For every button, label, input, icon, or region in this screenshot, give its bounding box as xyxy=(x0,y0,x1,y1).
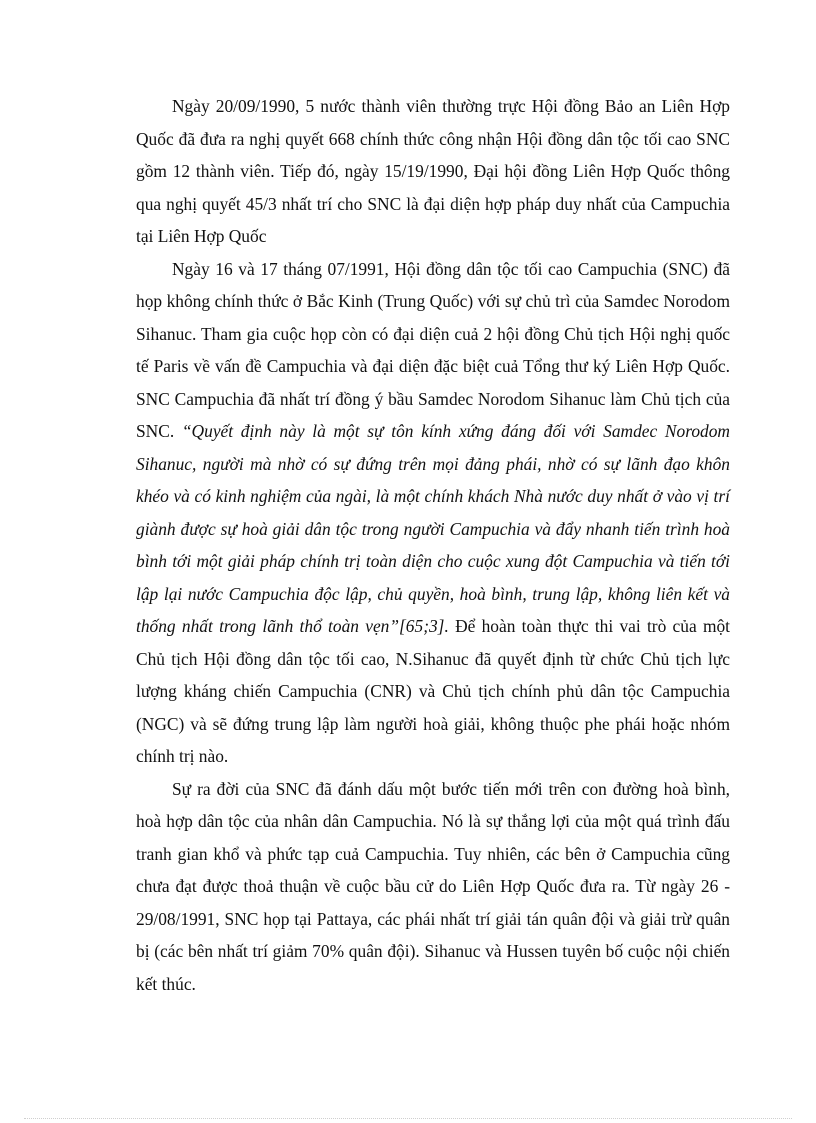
document-page xyxy=(136,90,730,1000)
page-bottom-divider xyxy=(24,1118,792,1119)
paragraph-3 xyxy=(136,773,730,1001)
paragraph-2 xyxy=(136,253,730,773)
paragraph-2-intro: Ngày 16 và 17 tháng 07/1991, Hội đồng dân tộc tối cao Campuchia (SNC) đã họp không chính thức ở Bắc Kinh (Trung Quốc) với sự chủ trì của Samdec Norodom Sihanuc. Tham gia cuộc họp còn có đại diện cuả 2 hội đồng Chủ tịch Hội nghị quốc tế Paris về vấn đề Campuchia và đại diện đặc biệt cuả Tổng thư ký Liên Hợp Quốc. SNC Campuchia đã nhất trí đồng ý bầu Samdec Norodom Sihanuc làm Chủ tịch của SNC. xyxy=(136,258,730,441)
paragraph-2-conclusion: Để hoàn toàn thực thi vai trò của một Chủ tịch Hội đồng dân tộc tối cao, N.Sihanuc đã quyết định từ chức Chủ tịch lực lượng kháng chiến Campuchia (CNR) và Chủ tịch chính phủ dân tộc Campuchia (NGC) và sẽ đứng trung lập làm người hoà giải, không thuộc phe phái hoặc nhóm chính trị nào. xyxy=(136,616,730,766)
paragraph-1 xyxy=(136,90,730,253)
paragraph-2-quotation: “Quyết định này là một sự tôn kính xứng đáng đối với Samdec Norodom Sihanuc, người mà nhờ có sự đứng trên mọi đảng phái, nhờ có sự lãnh đạo khôn khéo và có kinh nghiệm của ngài, là một chính khách Nhà nước duy nhất ở vào vị trí giành được sự hoà giải dân tộc trong người Campuchia và đẩy nhanh tiến trình hoà bình tới một giải pháp chính trị toàn diện cho cuộc xung đột Campuchia và tiến tới lập lại nước Campuchia độc lập, chủ quyền, hoà bình, trung lập, không liên kết và thống nhất trong lãnh thổ toàn vẹn”[65;3]. xyxy=(136,421,730,636)
paragraph-3-text: Sự ra đời của SNC đã đánh dấu một bước tiến mới trên con đường hoà bình, hoà hợp dân tộc của nhân dân Campuchia. Nó là sự thắng lợi của một quá trình đấu tranh gian khổ và phức tạp cuả Campuchia. Tuy nhiên, các bên ở Campuchia cũng chưa đạt được thoả thuận về cuộc bầu cử do Liên Hợp Quốc đưa ra. Từ ngày 26 - 29/08/1991, SNC họp tại Pattaya, các phái nhất trí giải tán quân đội và giải trừ quân bị (các bên nhất trí giảm 70% quân đội). Sihanuc và Hussen tuyên bố cuộc nội chiến kết thúc. xyxy=(136,778,730,994)
paragraph-1-text: Ngày 20/09/1990, 5 nước thành viên thường trực Hội đồng Bảo an Liên Hợp Quốc đã đưa ra nghị quyết 668 chính thức công nhận Hội đồng dân tộc tối cao SNC gồm 12 thành viên. Tiếp đó, ngày 15/19/1990, Đại hội đồng Liên Hợp Quốc thông qua nghị quyết 45/3 nhất trí cho SNC là đại diện hợp pháp duy nhất của Campuchia tại Liên Hợp Quốc xyxy=(136,96,730,246)
